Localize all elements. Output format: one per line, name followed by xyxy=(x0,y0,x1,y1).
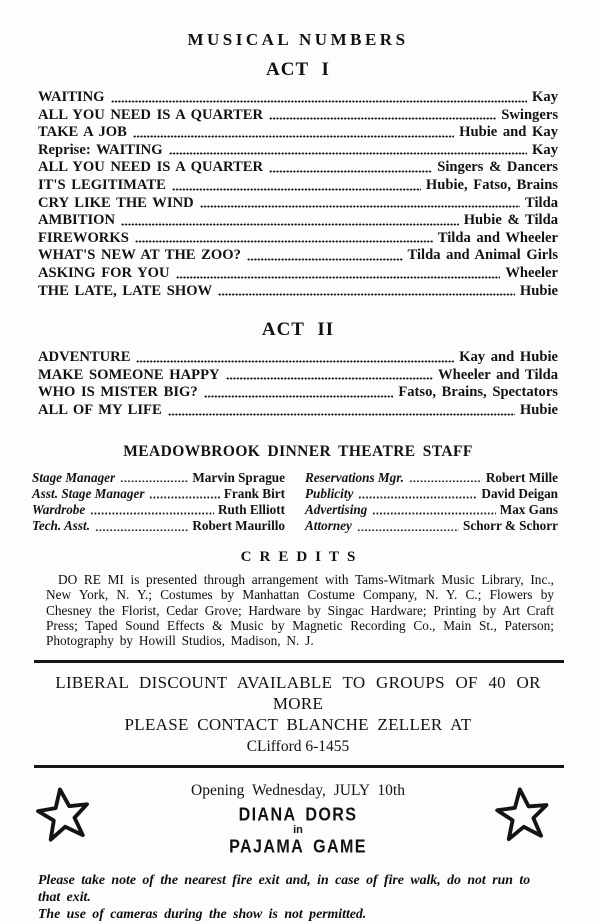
staff-role: Tech. Asst. xyxy=(32,518,91,534)
song-performer: Singers & Dancers xyxy=(437,159,558,176)
song-performer: Wheeler xyxy=(505,264,558,281)
divider-rule-top xyxy=(34,660,564,663)
song-row xyxy=(38,384,558,402)
staff-role: Attorney xyxy=(305,518,352,534)
staff-role: Stage Manager xyxy=(32,469,116,485)
show-name: PAJAMA GAME xyxy=(229,835,367,857)
dotted-leader xyxy=(176,276,501,279)
staff-row xyxy=(305,518,558,534)
staff-name: Robert Maurillo xyxy=(192,518,285,534)
dotted-leader xyxy=(133,135,454,138)
staff-grid xyxy=(32,470,558,535)
dotted-leader xyxy=(149,496,219,499)
credits-heading: CREDITS xyxy=(240,548,364,565)
song-row xyxy=(38,349,558,367)
song-performer: Swingers xyxy=(501,106,558,123)
song-title: ALL YOU NEED IS A QUARTER xyxy=(38,106,264,123)
staff-column-left xyxy=(32,470,285,535)
staff-role: Publicity xyxy=(305,485,354,501)
act2-heading: ACT II xyxy=(261,319,335,341)
dotted-leader xyxy=(120,480,188,483)
song-title: ASKING FOR YOU xyxy=(38,264,170,281)
divider-rule-bottom xyxy=(34,765,564,768)
song-performer: Tilda and Wheeler xyxy=(437,229,558,246)
song-row xyxy=(38,124,558,142)
staff-row xyxy=(32,486,285,502)
song-title: ADVENTURE xyxy=(38,349,131,366)
song-title: Reprise: WAITING xyxy=(38,141,163,158)
staff-row xyxy=(32,470,285,486)
song-performer: Hubie & Tilda xyxy=(463,212,558,229)
act1-song-list xyxy=(38,89,558,300)
song-performer: Fatso, Brains, Spectators xyxy=(398,384,558,401)
dotted-leader xyxy=(136,360,454,363)
song-row xyxy=(38,402,558,420)
staff-column-right xyxy=(305,470,558,535)
staff-heading: MEADOWBROOK DINNER THEATRE STAFF xyxy=(123,442,473,460)
song-title: TAKE A JOB xyxy=(38,124,127,141)
dotted-leader xyxy=(226,377,433,380)
staff-role: Advertising xyxy=(305,502,368,518)
dotted-leader xyxy=(358,496,477,499)
dotted-leader xyxy=(169,152,527,155)
dotted-leader xyxy=(247,258,403,261)
song-performer: Kay xyxy=(532,141,558,158)
discount-notice xyxy=(38,672,558,756)
staff-role: Wardrobe xyxy=(32,502,86,518)
song-row xyxy=(38,195,558,213)
dotted-leader xyxy=(409,480,482,483)
staff-row xyxy=(32,502,285,518)
song-performer: Tilda xyxy=(525,194,558,211)
page-title: MUSICAL NUMBERS xyxy=(187,30,409,49)
dotted-leader xyxy=(168,413,515,416)
song-title: WHAT'S NEW AT THE ZOO? xyxy=(38,247,241,264)
act1-heading: ACT I xyxy=(266,59,330,80)
act2-section xyxy=(38,319,558,419)
song-row xyxy=(38,265,558,283)
song-row xyxy=(38,283,558,301)
staff-row xyxy=(305,486,558,502)
song-performer: Kay and Hubie xyxy=(459,349,558,366)
opening-date: Opening Wednesday, JULY 10th xyxy=(191,781,405,799)
staff-row xyxy=(305,470,558,486)
coming-attraction xyxy=(38,781,558,861)
dotted-leader xyxy=(200,205,520,208)
song-title: FIREWORKS xyxy=(38,229,129,246)
dotted-leader xyxy=(204,395,394,398)
song-title: ALL OF MY LIFE xyxy=(38,401,162,418)
song-performer: Hubie, Fatso, Brains xyxy=(425,176,558,193)
staff-role: Reservations Mgr. xyxy=(305,469,404,485)
staff-row xyxy=(32,518,285,534)
dotted-leader xyxy=(357,529,459,532)
dotted-leader xyxy=(172,188,421,191)
staff-name: Marvin Sprague xyxy=(192,469,285,485)
song-title: WHO IS MISTER BIG? xyxy=(38,384,198,401)
dotted-leader xyxy=(135,240,433,243)
song-title: ALL YOU NEED IS A QUARTER xyxy=(38,159,264,176)
staff-name: David Deigan xyxy=(481,485,558,501)
song-row xyxy=(38,159,558,177)
song-performer: Hubie xyxy=(519,401,558,418)
song-performer: Wheeler and Tilda xyxy=(438,366,558,383)
act2-song-list xyxy=(38,349,558,419)
staff-name: Schorr & Schorr xyxy=(463,518,558,534)
connector-text: in xyxy=(293,823,303,836)
staff-name: Max Gans xyxy=(499,502,558,518)
staff-role: Asst. Stage Manager xyxy=(32,485,145,501)
song-performer: Tilda and Animal Girls xyxy=(407,247,558,264)
dotted-leader xyxy=(218,293,515,296)
song-row xyxy=(38,247,558,265)
song-performer: Hubie and Kay xyxy=(459,124,558,141)
song-title: IT'S LEGITIMATE xyxy=(38,176,166,193)
fire-exit-notice xyxy=(38,871,558,923)
credits-text: DO RE MI is presented through arrangement with Tams-Witmark Music Library, Inc., New York, N. Y.; Costumes by Manhattan Costume Company, N. Y. C.; Flowers by Chesney the Florist, Cedar Grove; Hardware by Singac Hardware; Printing by Art Craft Press; Taped Sound Effects & Music by Magnetic Recording Co., Main St., Paterson; Photography by Howill Studios, Madison, N. J. xyxy=(46,571,554,649)
song-row xyxy=(38,367,558,385)
discount-phone: CLifford 6-1455 xyxy=(246,737,350,755)
staff-row xyxy=(305,502,558,518)
discount-line1: LIBERAL DISCOUNT AVAILABLE TO GROUPS OF 40 OR MORE xyxy=(55,672,541,713)
song-row xyxy=(38,107,558,125)
fire-notice-line1: Please take note of the nearest fire exit and, in case of fire walk, do not run to that exit. xyxy=(38,871,531,905)
song-performer: Kay xyxy=(532,89,558,105)
dotted-leader xyxy=(269,170,432,173)
song-row xyxy=(38,89,558,107)
staff-name: Ruth Elliott xyxy=(217,502,285,518)
dotted-leader xyxy=(95,529,188,532)
dotted-leader xyxy=(121,223,459,226)
dotted-leader xyxy=(90,512,214,515)
song-row xyxy=(38,230,558,248)
staff-name: Robert Mille xyxy=(485,469,558,485)
song-performer: Hubie xyxy=(519,282,558,299)
performer-name: DIANA DORS xyxy=(238,803,358,825)
song-title: AMBITION xyxy=(38,212,116,229)
discount-line2: PLEASE CONTACT BLANCHE ZELLER AT xyxy=(124,714,472,734)
song-row xyxy=(38,142,558,160)
dotted-leader xyxy=(111,100,528,103)
staff-name: Frank Birt xyxy=(223,485,285,501)
fire-notice-line2: The use of cameras during the show is not permitted. xyxy=(38,906,367,922)
dotted-leader xyxy=(269,117,496,120)
song-title: WAITING xyxy=(38,89,105,105)
song-title: THE LATE, LATE SHOW xyxy=(38,282,213,299)
song-title: MAKE SOMEONE HAPPY xyxy=(38,366,220,383)
song-title: CRY LIKE THE WIND xyxy=(38,194,194,211)
dotted-leader xyxy=(372,512,495,515)
song-row xyxy=(38,177,558,195)
song-row xyxy=(38,212,558,230)
